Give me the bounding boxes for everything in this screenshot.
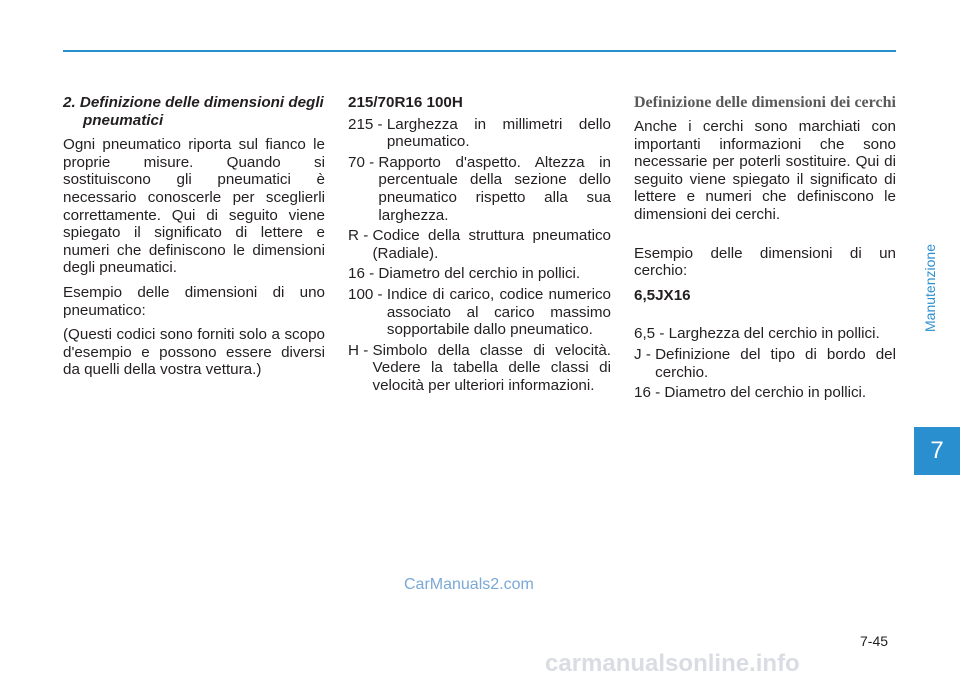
paragraph: (Questi codici sono forniti solo a scopo d'esempio e possono essere diversi da quelli della vostra vettura.) bbox=[63, 326, 325, 379]
paragraph: Esempio delle dimensioni di uno pneumatico: bbox=[63, 283, 325, 319]
definition-key: 215 - bbox=[348, 115, 387, 133]
paragraph: Anche i cerchi sono marchiati con importanti informazioni che sono necessarie per poterli sostituire. Qui di seguito viene spiegato il significato di lettere e numeri che definiscono le dimensioni dei cerchi. bbox=[634, 118, 896, 223]
definition-key: J - bbox=[634, 345, 656, 363]
definition-item bbox=[348, 265, 611, 283]
paragraph: Ogni pneumatico riporta sul fianco le proprie misure. Quando si sostituiscono gli pneumatici è necessario conoscerle per sceglierli correttamente. Qui di seguito viene spiegato il significato di lettere e numeri che definiscono le dimensioni degli pneumatici. bbox=[63, 136, 325, 277]
definition-text: Diametro del cerchio in pollici. bbox=[378, 265, 581, 283]
definition-item bbox=[348, 286, 611, 339]
definition-item bbox=[348, 154, 611, 224]
chapter-tab: 7 bbox=[914, 427, 960, 475]
definition-text: Larghezza in millimetri dello pneumatico. bbox=[386, 115, 611, 151]
watermark: CarManuals2.com bbox=[404, 576, 534, 593]
definition-item bbox=[634, 384, 896, 402]
definition-key: R - bbox=[348, 227, 373, 245]
definition-text: Indice di carico, codice numerico associato al carico massimo sopportabile dallo pneumatico. bbox=[386, 285, 611, 339]
section-heading: 2. Definizione delle dimensioni degli pneumatici bbox=[63, 94, 324, 129]
definition-key: 16 - bbox=[634, 384, 665, 402]
definition-text: Simbolo della classe di velocità. Vedere la tabella delle classi di velocità per ulteriori informazioni. bbox=[372, 341, 611, 394]
definition-text: Definizione del tipo di bordo del cerchio. bbox=[655, 345, 896, 381]
definition-item bbox=[348, 227, 611, 262]
header-rule bbox=[63, 50, 896, 52]
definition-item bbox=[348, 116, 611, 151]
definition-key: 6,5 - bbox=[634, 325, 669, 343]
rim-code-example: 6,5JX16 bbox=[634, 286, 691, 304]
column-tire-dimensions bbox=[63, 94, 325, 386]
tire-code-example: 215/70R16 100H bbox=[348, 94, 463, 111]
column-tire-code-legend bbox=[348, 94, 611, 398]
section-heading: Definizione delle dimensioni dei cerchi bbox=[634, 94, 896, 111]
definition-key: 16 - bbox=[348, 265, 379, 283]
definition-item bbox=[634, 346, 896, 381]
definition-text: Larghezza del cerchio in pollici. bbox=[668, 325, 880, 343]
watermark: carmanualsonline.info bbox=[545, 650, 800, 677]
page-number: 7-45 bbox=[860, 633, 889, 649]
definition-text: Rapporto d'aspetto. Altezza in percentuale della sezione dello pneumatico rispetto alla sua larghezza. bbox=[378, 153, 611, 224]
definition-key: 70 - bbox=[348, 153, 379, 171]
definition-item bbox=[634, 325, 896, 343]
definition-text: Diametro del cerchio in pollici. bbox=[664, 384, 867, 402]
definition-text: Codice della struttura pneumatico (Radiale). bbox=[372, 227, 611, 262]
column-rim-dimensions bbox=[634, 94, 896, 405]
section-side-label: Manutenzione bbox=[922, 244, 938, 332]
definition-item bbox=[348, 342, 611, 395]
definition-key: 100 - bbox=[348, 285, 387, 303]
definition-key: H - bbox=[348, 341, 373, 359]
paragraph: Esempio delle dimensioni di un cerchio: bbox=[634, 244, 896, 280]
